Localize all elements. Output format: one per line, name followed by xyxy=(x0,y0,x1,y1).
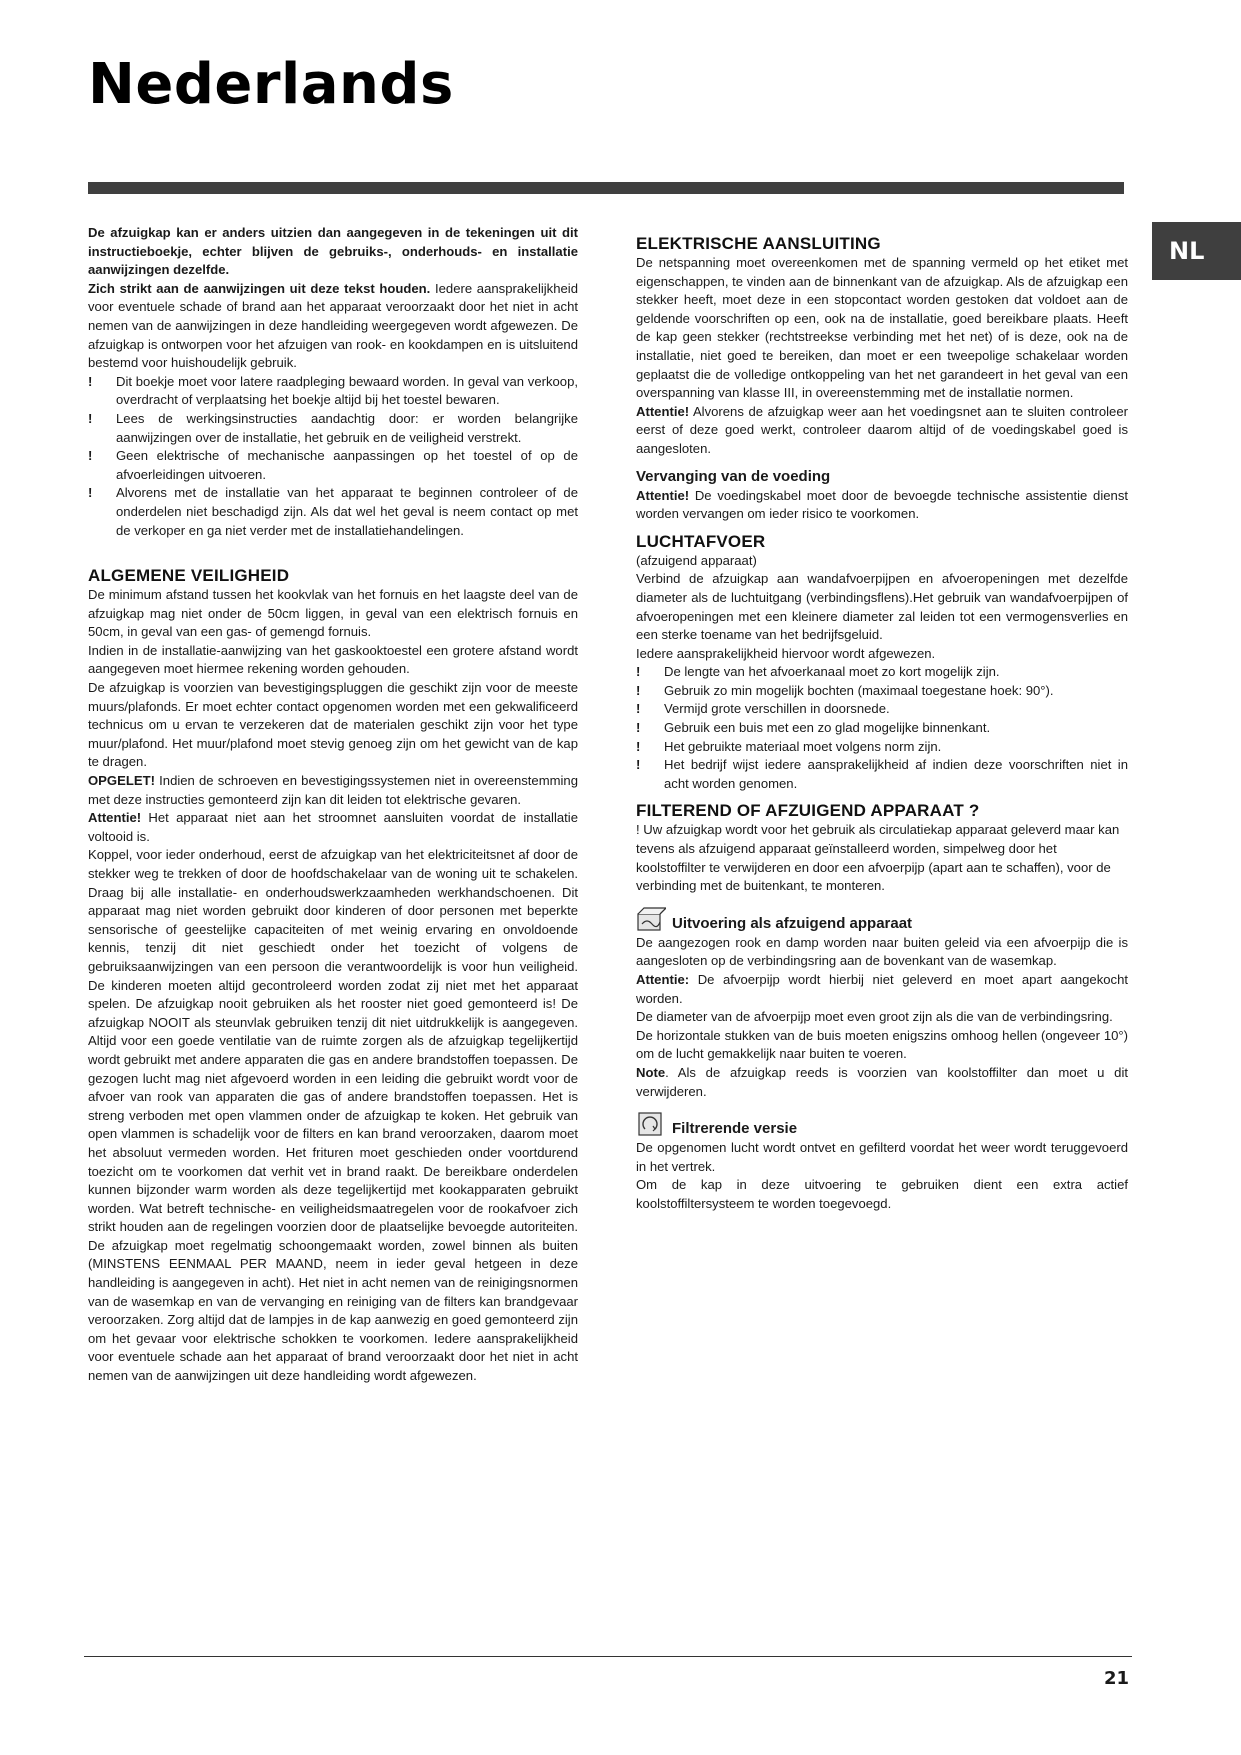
safety-paragraph-2: Indien in de installatie-aanwijzing van het gaskooktoestel een grotere afstand wordt aangegeven moet hiermee rekening worden gehouden. xyxy=(88,642,578,677)
list-item xyxy=(636,719,1128,738)
attentie-label: Attentie! xyxy=(636,487,690,503)
exhaust-bullet-list xyxy=(636,663,1128,793)
extract-attentie-paragraph xyxy=(636,971,1128,1008)
attentie-label: Attentie: xyxy=(636,972,690,987)
bullet-text: Lees de werkingsinstructies aandachtig door: er worden belangrijke aanwijzingen over de installatie, het gebruik en de veiligheid verstrekt. xyxy=(116,410,578,445)
attentie-text: Het apparaat niet aan het stroomnet aansluiten voordat de installatie voltooid is. xyxy=(88,810,578,844)
exclamation-icon: ! xyxy=(636,757,641,773)
attentie-text: De voedingskabel moet door de bevoegde technische assistentie dienst worden vervangen om ieder risico te voorkomen. xyxy=(636,487,1128,522)
electric-attentie-paragraph xyxy=(636,403,1128,459)
intro-bullet-list xyxy=(88,373,578,540)
page-number: 21 xyxy=(1104,1668,1130,1689)
exclamation-icon: ! xyxy=(636,720,641,736)
intro-bold: De afzuigkap kan er anders uitzien dan aangegeven in de tekeningen uit dit instructieboekje, echter blijven de gebruiks-, onderhouds- en installatie aanwijzingen dezelfde. xyxy=(88,225,578,278)
opgelet-text: Indien de schroeven en bevestigingssystemen niet in overeenstemming met deze instructies gemonteerd zijn kan dit leiden tot elektrische gevaren. xyxy=(88,773,578,807)
recirculation-icon xyxy=(636,1109,666,1139)
exclamation-icon: ! xyxy=(636,664,641,680)
filtering-heading: Filtrerende versie xyxy=(672,1120,798,1138)
safety-heading: ALGEMENE VEILIGHEID xyxy=(88,566,290,586)
electric-heading: ELEKTRISCHE AANSLUITING xyxy=(636,234,881,253)
exclamation-icon: ! xyxy=(88,410,93,426)
bullet-text: Het bedrijf wijst iedere aansprakelijkheid af indien deze voorschriften niet in acht worden genomen. xyxy=(664,757,1128,791)
list-item xyxy=(636,700,1128,719)
duct-outlet-icon xyxy=(636,904,666,934)
left-column xyxy=(88,224,578,1386)
intro-strong: Zich strikt aan de aanwijzingen uit deze tekst houden. xyxy=(88,280,431,296)
bullet-text: Dit boekje moet voor latere raadpleging bewaard worden. In geval van verkoop, overdracht of verplaatsing het boekje altijd bij het toestel bewaren. xyxy=(116,373,578,408)
exhaust-heading: LUCHTAFVOER xyxy=(636,531,766,551)
exclamation-icon: ! xyxy=(88,485,93,501)
attentie-text: Alvorens de afzuigkap weer aan het voedingsnet aan te sluiten controleer eerst of deze goed werkt, controleer daarom altijd of de voedingskabel goed is aangesloten. xyxy=(636,403,1128,456)
exclamation-icon: ! xyxy=(636,738,641,754)
filtering-heading-row xyxy=(636,1109,1128,1139)
extract-note-paragraph xyxy=(636,1064,1128,1101)
opgelet-paragraph xyxy=(88,772,578,809)
exhaust-subtitle: (afzuigend apparaat) xyxy=(636,552,757,568)
bullet-text: Alvorens met de installatie van het apparaat te beginnen controleer of de onderdelen niet beschadigd zijn. Als dat wel het geval is neem contact op met de verkoper en ga niet verder met de installatiehandelingen. xyxy=(116,485,578,538)
filter-heading: FILTEREND OF AFZUIGEND APPARAAT ? xyxy=(636,801,980,821)
safety-long-paragraph: Koppel, voor ieder onderhoud, eerst de afzuigkap van het elektriciteitsnet af door de stekker weg te trekken of door de hoofdschakelaar van de woning uit te schakelen. Draag bij alle installatie- en onderhoudswerkzaamheden werkhandschoenen. Dit apparaat mag niet worden gebruikt door kinderen of door personen met beperkte sensorische of geestelijke capaciteiten of met weinig ervaring en onvoldoende kennis, tenzij dit niet geschiedt onder het toezicht of volgens de gebruiksaanwijzingen van een persoon die verantwoordelijk is voor hun veiligheid. De kinderen moeten altijd gecontroleerd worden zodat zij niet met het apparaat spelen. De afzuigkap nooit gebruiken als het rooster niet goed gemonteerd is! De afzuigkap NOOIT als steunvlak gebruiken tenzij dit niet uitdrukkelijk is aangegeven. Altijd voor een goede ventilatie van de ruimte zorgen als de afzuigkap tegelijkertijd wordt gebruikt met andere apparaten die gas en andere brandstoffen toepassen. De gezogen lucht mag niet afgevoerd worden in een leiding die gebruikt wordt voor de afvoer van rook van apparaten die gas of andere brandstoffen toepassen. Het is streng verboden met open vlammen onder de afzuigkap te koken. Het gebruik van open vlammen is schadelijk voor de filters en kan brand veroorzaken, daarom moet het absoluut vermeden worden. Het frituren moet geschieden onder voortdurend toezicht om te voorkomen dat verhit vet in brand raakt. De bereikbare onderdelen kunnen bijzonder warm worden als deze tegelijkertijd met kookapparaten gebruikt worden. Wat betreft technische- en veiligheidsmaatregelen voor de rookafvoer zich strikt houden aan de regelingen voorzien door de plaatselijke bevoegde autoriteiten. De afzuigkap moet regelmatig schoongemaakt worden, zowel binnen als buiten (MINSTENS EENMAAL PER MAAND, neem in ieder geval hetgeen in deze handleiding is aangegeven in acht). Het niet in acht nemen van de reinigingsnormen van de wasemkap en van de vervanging en reiniging van de filters kan brandgevaar veroorzaken. Zorg altijd dat de lampjes in de kap aanwezig en goed gemonteerd zijn om het gevaar voor elektrische schokken te voorkomen. Iedere aansprakelijkheid voor eventuele schade aan het apparaat of brand veroorzaakt door het niet in acht nemen van de aanwijzingen uit deze handleiding wordt afgewezen. xyxy=(88,847,578,1384)
exhaust-paragraph-2: Iedere aansprakelijkheid hiervoor wordt afgewezen. xyxy=(636,645,936,661)
electric-paragraph: De netspanning moet overeenkomen met de spanning vermeld op het etiket met eigenschappen, te vinden aan de binnenkant van de afzuigkap. Als de afzuigkap een stekker heeft, moet deze in een stopcontact worden gestoken dat voldoet aan de geldende voorschriften op een, ook na de installatie, goed bereikbare plaats. Heeft de kap geen stekker (rechtstreekse verbinding met het net) of is deze, ook na de installatie, niet goed te bereiken, dan moet er een tweepolige schakelaar worden geplaatst die de volledige ontkoppeling van het net garandeert in het geval van een overspanning van klasse III, in overeenstemming met de installatie normen. xyxy=(636,255,1128,401)
filter-paragraph: ! Uw afzuigkap wordt voor het gebruik als circulatiekap apparaat geleverd maar kan tevens als afzuigend apparaat geïnstalleerd worden, simpelweg door het koolstoffilter te verwijderen en door een afvoerpijp (apart aan te schaffen), voor de verbinding met de buitenkant, te monteren. xyxy=(636,822,1120,894)
filtering-paragraph-2: Om de kap in deze uitvoering te gebruiken dient een extra actief koolstoffiltersysteem te worden toegevoegd. xyxy=(636,1177,1128,1211)
list-item xyxy=(636,738,1128,757)
extract-paragraph-2: De diameter van de afvoerpijp moet even groot zijn als die van de verbindingsring. xyxy=(636,1009,1113,1025)
exclamation-icon: ! xyxy=(636,682,641,698)
opgelet-label: OPGELET! xyxy=(88,773,155,789)
list-item xyxy=(88,410,578,447)
bullet-text: Geen elektrische of mechanische aanpassingen op het toestel of op de afvoerleidingen uitvoeren. xyxy=(116,448,578,482)
note-text: . Als de afzuigkap reeds is voorzien van koolstoffilter dan moet u dit verwijderen. xyxy=(636,1064,1128,1099)
bullet-text: De lengte van het afvoerkanaal moet zo kort mogelijk zijn. xyxy=(664,664,1000,680)
list-item xyxy=(636,663,1128,682)
attentie-label: Attentie! xyxy=(636,403,690,419)
bullet-text: Gebruik een buis met een zo glad mogelijke binnenkant. xyxy=(664,720,991,736)
footer-divider xyxy=(84,1656,1132,1657)
note-label: Note xyxy=(636,1064,666,1080)
attentie-paragraph xyxy=(88,809,578,846)
attentie-label: Attentie! xyxy=(88,810,142,826)
supply-paragraph xyxy=(636,487,1128,524)
exclamation-icon: ! xyxy=(636,701,641,717)
language-tab: NL xyxy=(1152,222,1241,280)
extract-heading: Uitvoering als afzuigend apparaat xyxy=(672,914,913,932)
intro-paragraph xyxy=(88,280,578,373)
bullet-text: Vermijd grote verschillen in doorsnede. xyxy=(664,701,890,717)
bullet-text: Het gebruikte materiaal moet volgens norm zijn. xyxy=(664,738,942,754)
list-item xyxy=(88,484,578,540)
extract-heading-row xyxy=(636,904,1128,934)
extract-paragraph-1: De aangezogen rook en damp worden naar buiten geleid via een afvoerpijp die is aangesloten op de verbindingsring aan de bovenkant van de wasemkap. xyxy=(636,934,1128,969)
bullet-text: Gebruik zo min mogelijk bochten (maximaal toegestane hoek: 90°). xyxy=(664,682,1054,698)
exhaust-paragraph-1: Verbind de afzuigkap aan wandafvoerpijpen en afvoeropeningen met dezelfde diameter als de luchtuitgang (verbindingsflens).Het gebruik van wandafvoerpijpen of afvoeropeningen met een kleinere diameter zal leiden tot een vermogensverlies en een sterke toename van het bedrijfsgeluid. xyxy=(636,571,1128,643)
exclamation-icon: ! xyxy=(88,448,93,464)
intro-rest: Iedere aansprakelijkheid voor eventuele schade of brand aan het apparaat veroorzaakt door het niet in acht nemen van de aanwijzingen in deze handleiding weergegeven wordt afgewezen. De afzuigkap is ontworpen voor het afzuigen van rook- en kookdampen en is uitsluitend bestemd voor huishoudelijk gebruik. xyxy=(88,280,578,371)
list-item xyxy=(636,682,1128,701)
filtering-paragraph-1: De opgenomen lucht wordt ontvet en gefilterd voordat het weer wordt teruggevoerd in het vertrek. xyxy=(636,1140,1128,1174)
safety-paragraph-3: De afzuigkap is voorzien van bevestigingspluggen die geschikt zijn voor de meeste muurs/plafonds. Er moet echter contact opgenomen worden met een gekwalificeerd technicus om u ervan te verzekeren dat de materialen geschikt zijn voor het type muur/plafond. Het muur/plafond moet stevig genoeg zijn om het gewicht van de kap te dragen. xyxy=(88,680,578,770)
exclamation-icon: ! xyxy=(88,373,93,389)
list-item xyxy=(636,756,1128,793)
extract-paragraph-3: De horizontale stukken van de buis moeten enigszins omhoog hellen (ongeveer 10°) om de lucht gemakkelijk naar buiten te voeren. xyxy=(636,1027,1128,1062)
safety-paragraph-1: De minimum afstand tussen het kookvlak van het fornuis en het laagste deel van de afzuigkap mag niet onder de 50cm liggen, in geval van een elektrisch fornuis en 50cm, in geval van een gas- of gemengd fornuis. xyxy=(88,587,578,640)
list-item xyxy=(88,373,578,410)
attentie-text: De afvoerpijp wordt hierbij niet geleverd en moet apart aangekocht worden. xyxy=(636,972,1128,1006)
supply-heading: Vervanging van de voeding xyxy=(636,467,831,485)
page-title: Nederlands xyxy=(88,52,454,117)
list-item xyxy=(88,447,578,484)
title-divider xyxy=(88,182,1124,194)
right-column xyxy=(636,234,1128,1214)
